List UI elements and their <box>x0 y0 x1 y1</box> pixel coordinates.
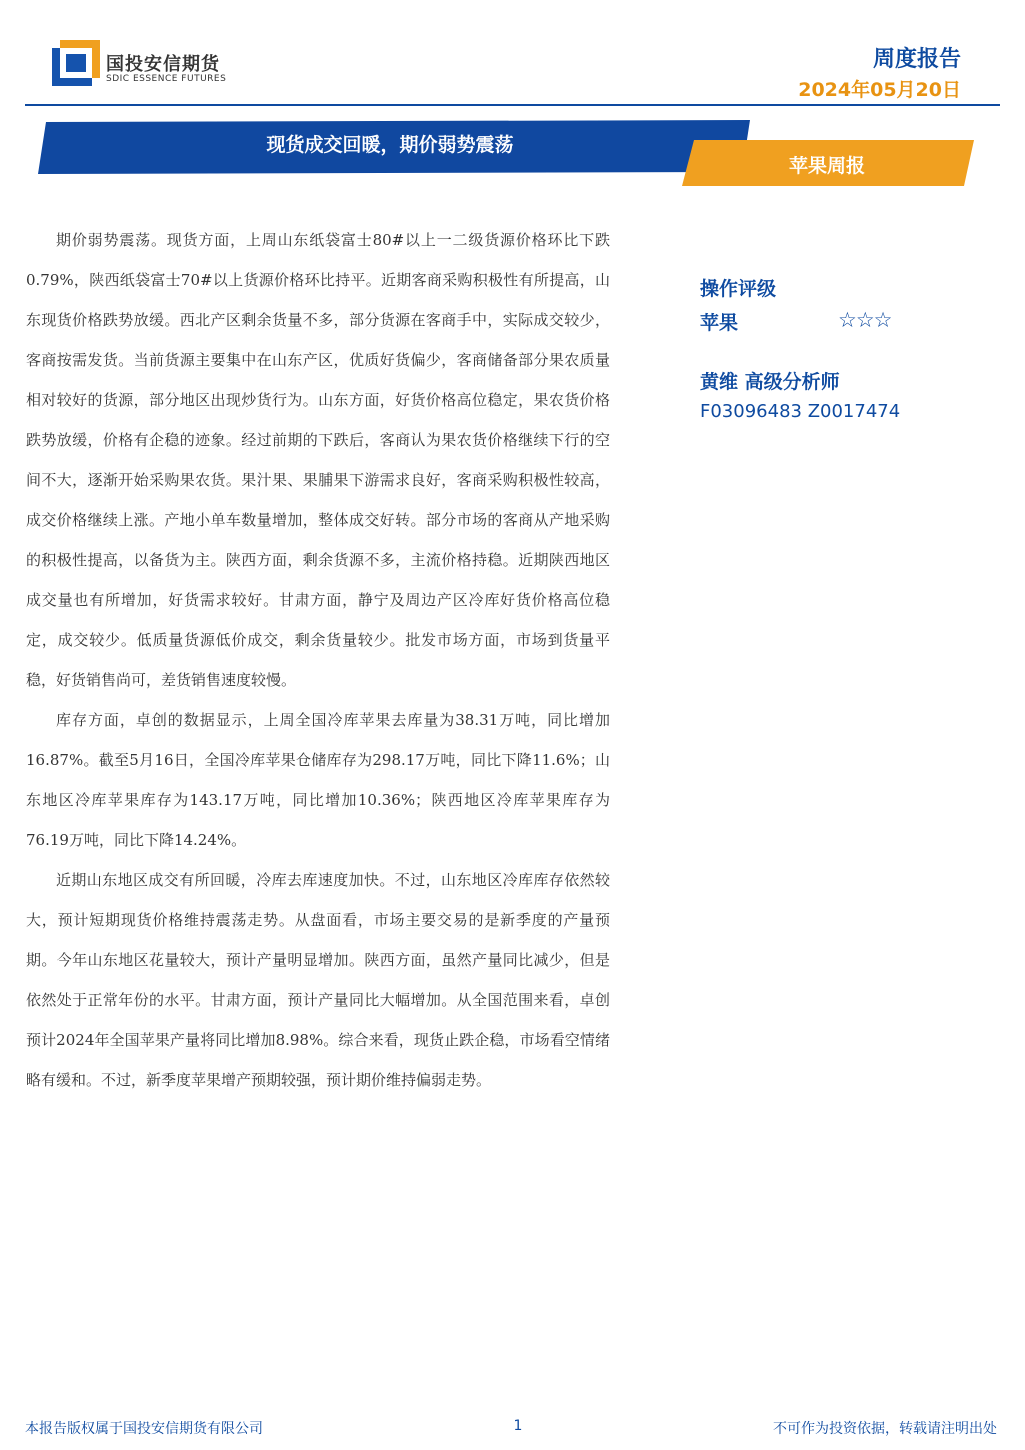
sdic-logo-icon <box>52 40 100 86</box>
body-paragraph: 库存方面，卓创的数据显示，上周全国冷库苹果去库量为38.31万吨，同比增加16.87%。截至5月16日，全国冷库苹果仓储库存为298.17万吨，同比下降11.6%；山东地区冷库苹果库存为143.17万吨，同比增加10.36%；陕西地区冷库苹果库存为76.19万吨，同比下降14.24%。 <box>26 711 610 849</box>
footer-copyright: 本报告版权属于国投安信期货有限公司 <box>25 1421 263 1437</box>
rating-stars: ☆☆☆ <box>838 308 892 332</box>
body-paragraph: 期价弱势震荡。现货方面，上周山东纸袋富士80#以上一二级货源价格环比下跌0.79%，陕西纸袋富士70#以上货源价格环比持平。近期客商采购积极性有所提高，山东现货价格跌势放缓。西北产区剩余货量不多，部分货源在客商手中，实际成交较少，客商按需发货。当前货源主要集中在山东产区，优质好货偏少，客商储备部分果农质量相对较好的货源，部分地区出现炒货行为。山东方面，好货价格高位稳定，果农货价格跌势放缓，价格有企稳的迹象。经过前期的下跌后，客商认为果农货价格继续下行的空间不大，逐渐开始采购果农货。果汁果、果脯果下游需求良好，客商采购积极性较高，成交价格继续上涨。产地小单车数量增加，整体成交好转。部分市场的客商从产地采购的积极性提高，以备货为主。陕西方面，剩余货源不多，主流价格持稳。近期陕西地区成交量也有所增加，好货需求较好。甘肃方面，静宁及周边产区冷库好货价格高位稳定，成交较少。低质量货源低价成交，剩余货量较少。批发市场方面，市场到货量平稳，好货销售尚可，差货销售速度较慢。 <box>26 231 610 689</box>
report-type: 周度报告 <box>872 47 961 72</box>
report-title: 现货成交回暖，期价弱势震荡 <box>266 134 514 156</box>
header-divider <box>25 104 1000 106</box>
company-name-en: SDIC ESSENCE FUTURES <box>106 74 227 84</box>
footer-disclaimer: 不可作为投资依据，转载请注明出处 <box>773 1421 997 1437</box>
company-name: 国投安信期货 <box>106 54 220 75</box>
report-date: 2024年05月20日 <box>798 79 961 101</box>
analyst-license-ids: F03096483 Z0017474 <box>700 401 901 422</box>
rating-heading: 操作评级 <box>700 278 777 300</box>
rating-product: 苹果 <box>700 312 739 334</box>
company-logo <box>52 40 242 90</box>
page-number: 1 <box>513 1418 523 1434</box>
report-subtitle: 苹果周报 <box>788 155 865 177</box>
report-body <box>26 220 610 1100</box>
body-paragraph: 近期山东地区成交有所回暖，冷库去库速度加快。不过，山东地区冷库库存依然较大，预计短期现货价格维持震荡走势。从盘面看，市场主要交易的是新季度的产量预期。今年山东地区花量较大，预计产量明显增加。陕西方面，虽然产量同比减少，但是依然处于正常年份的水平。甘肃方面，预计产量同比大幅增加。从全国范围来看，卓创预计2024年全国苹果产量将同比增加8.98%。综合来看，现货止跌企稳，市场看空情绪略有缓和。不过，新季度苹果增产预期较强，预计期价维持偏弱走势。 <box>26 871 610 1089</box>
analyst-name: 黄维 高级分析师 <box>700 371 840 393</box>
